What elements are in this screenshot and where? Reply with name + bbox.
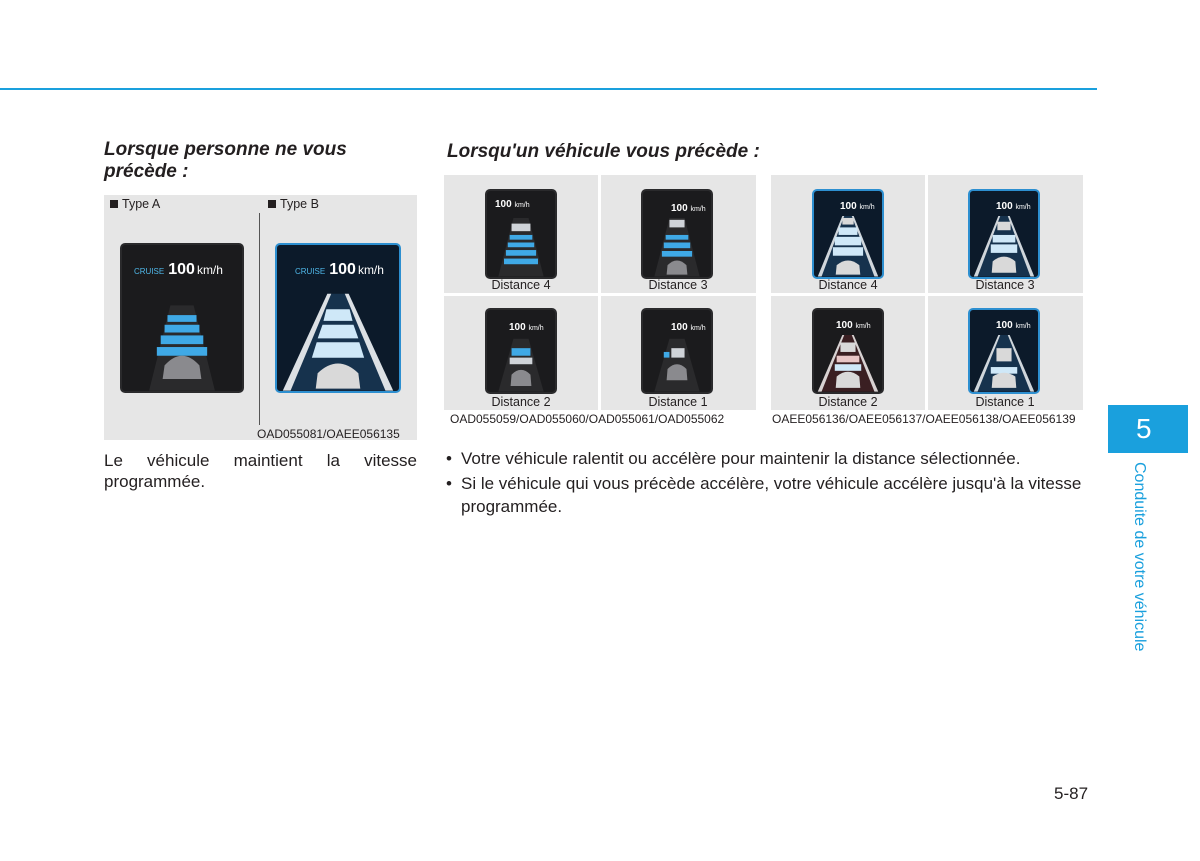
figure-divider bbox=[259, 213, 260, 425]
speed-readout: CRUISE 100 km/h bbox=[134, 261, 223, 278]
left-figure-panel bbox=[104, 195, 417, 440]
cluster-screen: 100 km/h bbox=[812, 308, 884, 394]
distance-cell bbox=[444, 175, 598, 293]
page-number: 5-87 bbox=[1054, 784, 1089, 803]
distance-label: Distance 1 bbox=[975, 395, 1035, 409]
distance-label: Distance 2 bbox=[818, 395, 878, 409]
right-heading: Lorsqu'un véhicule vous précède : bbox=[447, 141, 760, 162]
cluster-screen: 100 km/h bbox=[485, 189, 557, 279]
distance-cell bbox=[444, 296, 598, 410]
distance-bar bbox=[318, 325, 359, 339]
distance-bar bbox=[312, 342, 364, 357]
header-rule bbox=[0, 88, 1097, 90]
distance-label: Distance 3 bbox=[648, 278, 708, 292]
left-figure-code: OAD055081/OAEE056135 bbox=[257, 427, 400, 441]
cluster-screen: 100 km/h bbox=[641, 189, 713, 279]
distance-cell bbox=[771, 296, 925, 410]
chapter-tab bbox=[1108, 405, 1188, 453]
distance-bar bbox=[165, 325, 200, 333]
type-b-label: Type B bbox=[268, 197, 319, 211]
cluster-screen-type-a bbox=[120, 243, 244, 393]
cluster-screen: 100 km/h bbox=[968, 189, 1040, 279]
chapter-title: Conduite de votre véhicule bbox=[1131, 462, 1148, 652]
distance-bar bbox=[323, 309, 352, 321]
distance-label: Distance 3 bbox=[975, 278, 1035, 292]
right-figure-code-b: OAEE056136/OAEE056137/OAEE056138/OAEE056139 bbox=[772, 412, 1076, 426]
left-body-text: Le véhicule maintient la vitesse programmée. bbox=[104, 451, 417, 491]
distance-label: Distance 1 bbox=[648, 395, 708, 409]
bullet-item: • Si le véhicule qui vous précède accélère, votre véhicule accélère jusqu'à la vitesse programmée. bbox=[446, 474, 1082, 516]
distance-bar bbox=[167, 315, 196, 322]
cluster-screen: 100 km/h bbox=[485, 308, 557, 394]
distance-label: Distance 4 bbox=[818, 278, 878, 292]
distance-bar bbox=[161, 335, 204, 344]
distance-cell bbox=[928, 296, 1083, 410]
distance-cell bbox=[601, 296, 756, 410]
speed-readout: CRUISE 100 km/h bbox=[295, 261, 384, 278]
distance-label: Distance 2 bbox=[491, 395, 551, 409]
type-a-label: Type A bbox=[110, 197, 160, 211]
distance-label: Distance 4 bbox=[491, 278, 551, 292]
distance-cell bbox=[601, 175, 756, 293]
cluster-screen: 100 km/h bbox=[812, 189, 884, 279]
cluster-screen: 100 km/h bbox=[641, 308, 713, 394]
distance-cell bbox=[928, 175, 1083, 293]
left-heading: Lorsque personne ne vous précède : bbox=[104, 139, 347, 182]
cluster-screen-type-b bbox=[275, 243, 401, 393]
distance-cell bbox=[771, 175, 925, 293]
chapter-number: 5 bbox=[1136, 413, 1152, 444]
bullet-item: • Votre véhicule ralentit ou accélère pour maintenir la distance sélectionnée. bbox=[446, 449, 1021, 468]
right-figure-code-a: OAD055059/OAD055060/OAD055061/OAD055062 bbox=[450, 412, 725, 426]
cluster-screen: 100 km/h bbox=[968, 308, 1040, 394]
distance-bar bbox=[157, 347, 207, 356]
